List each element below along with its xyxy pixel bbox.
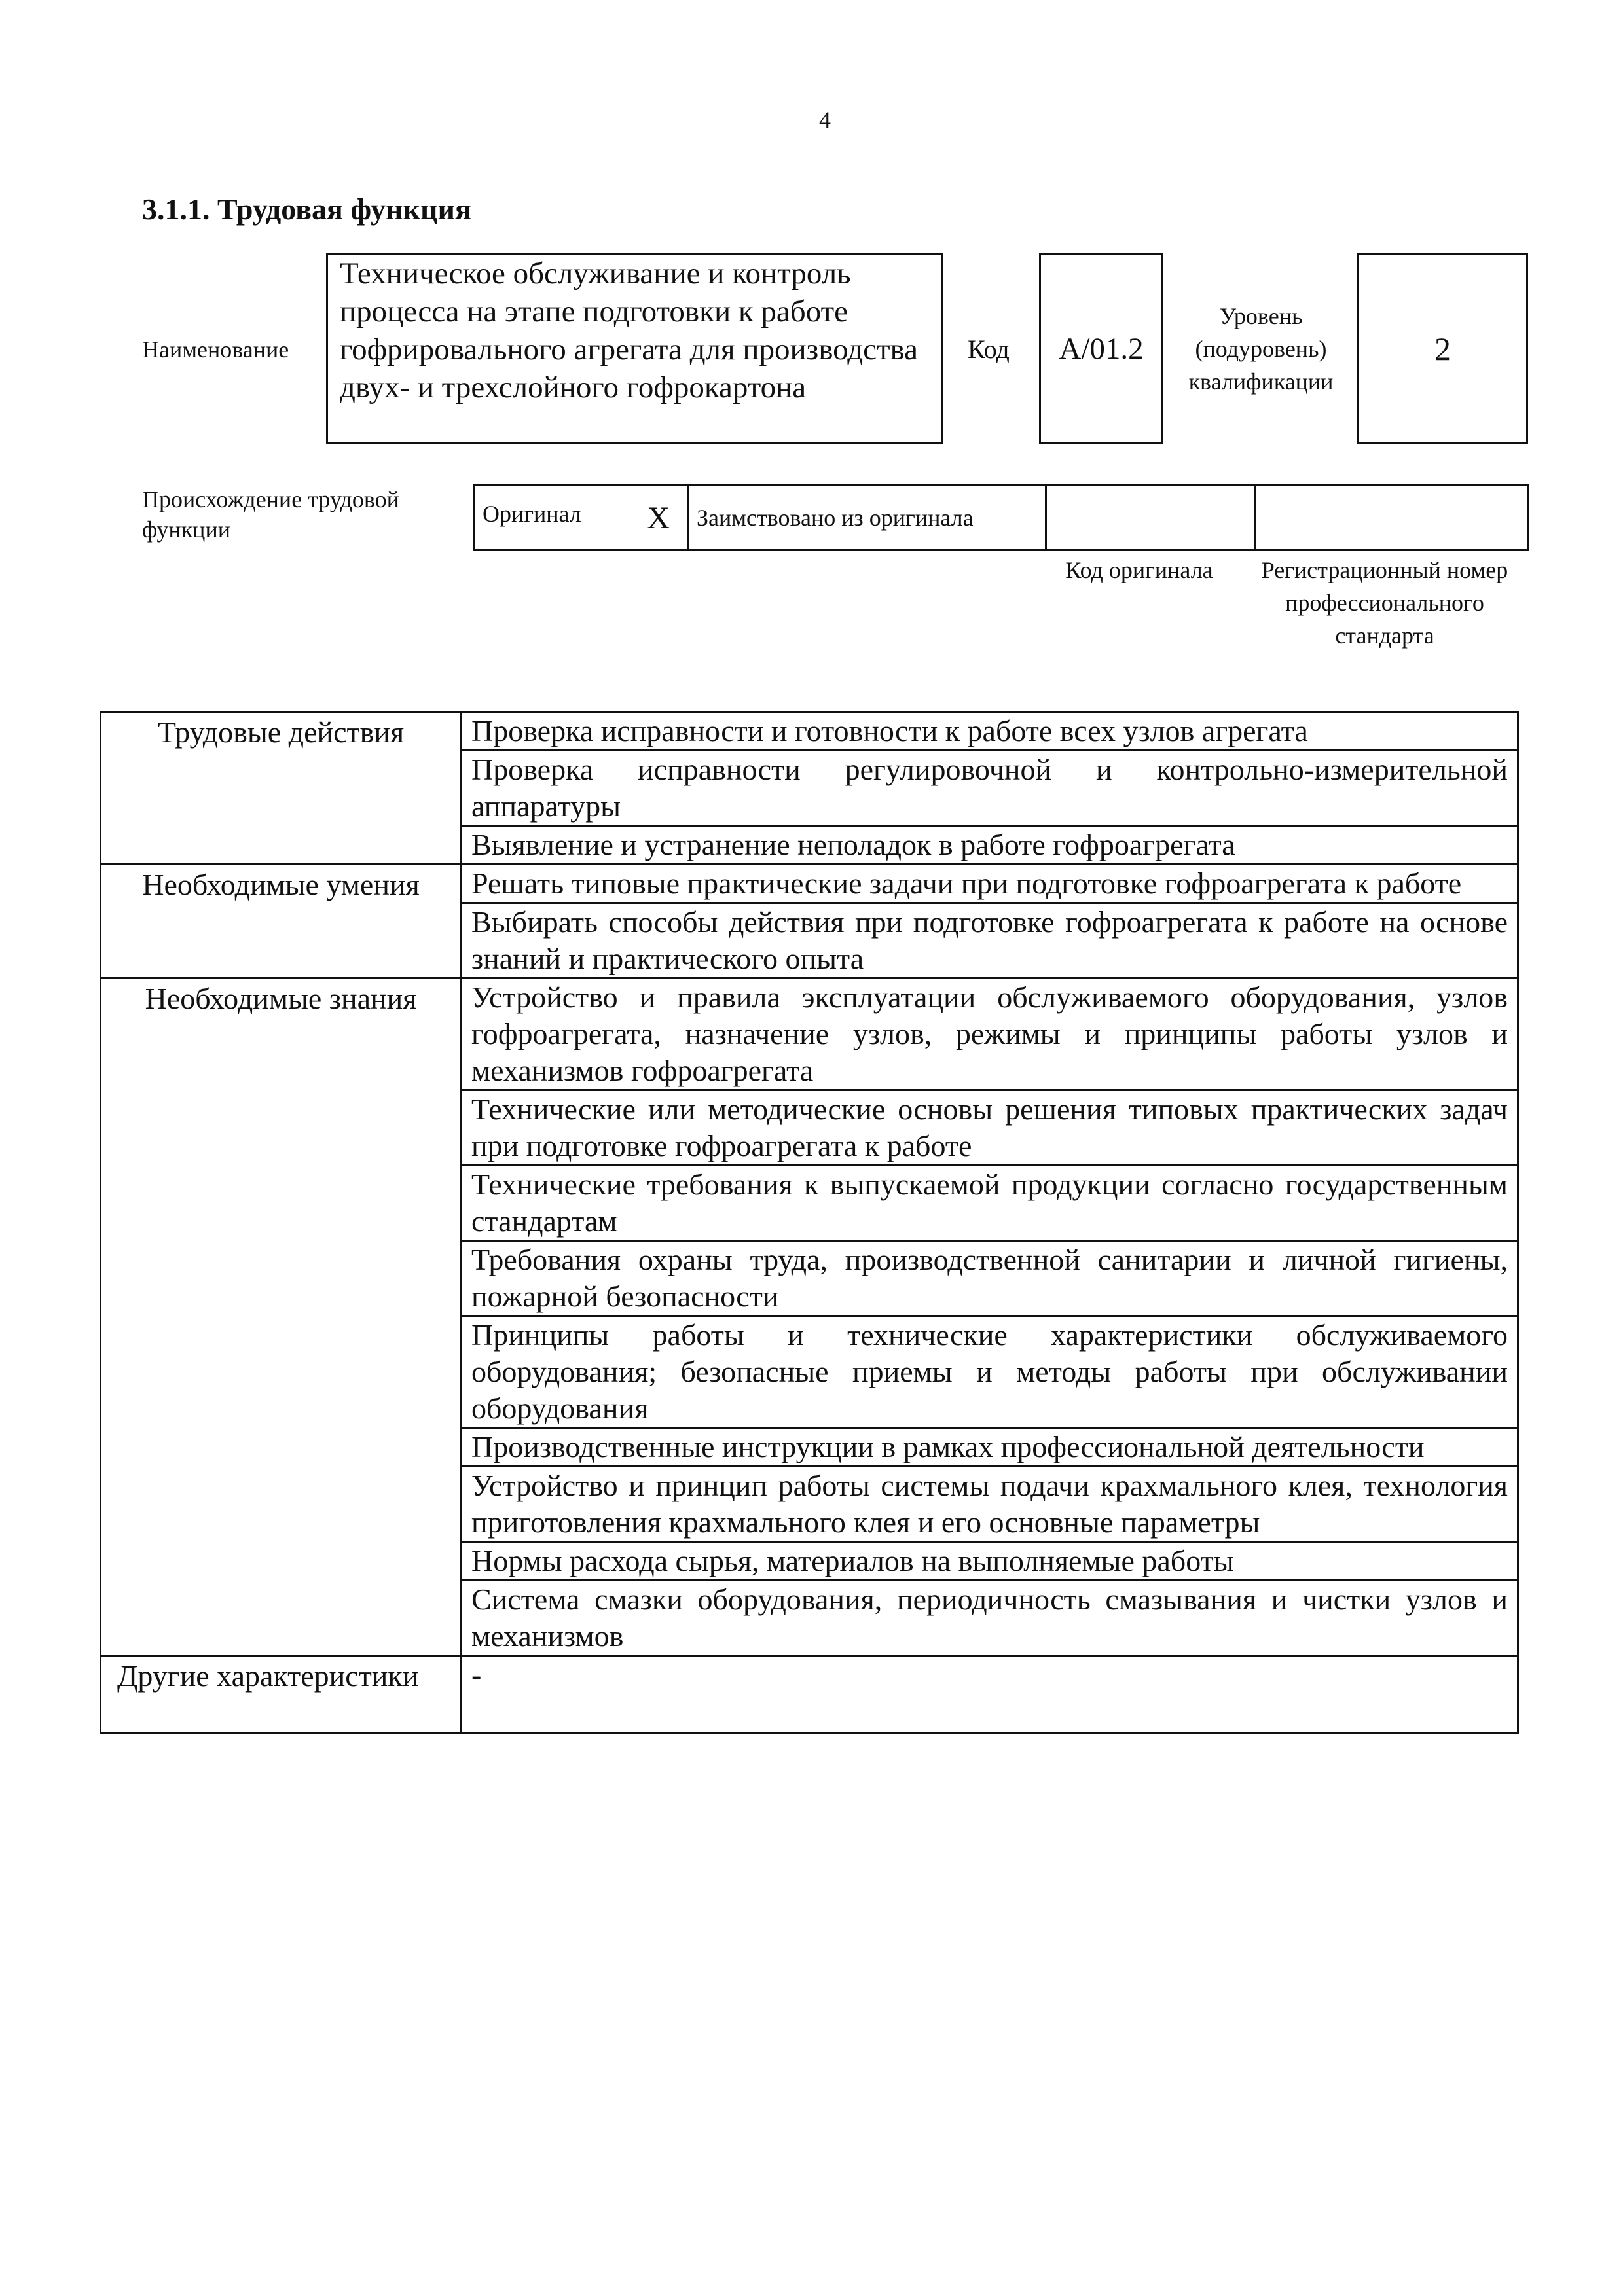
table-cell: Требования охраны труда, производственной санитарии и личной гигиены, пожарной безопасности <box>462 1241 1518 1316</box>
qualification-level-label: Уровень (подуровень) квалификации <box>1188 303 1334 395</box>
table-cell: Проверка исправности и готовности к работе всех узлов агрегата <box>462 712 1518 751</box>
origin-code-caption: Код оригинала <box>1065 557 1213 583</box>
section-heading: 3.1.1. Трудовая функция <box>142 192 471 226</box>
page-number: 4 <box>819 107 831 133</box>
category-cell: Необходимые знания <box>101 978 462 1656</box>
origin-label: Происхождение трудовой функции <box>142 486 399 543</box>
origin-table <box>473 484 1529 551</box>
origin-original-cell <box>474 486 688 550</box>
table-row <box>101 1656 1518 1734</box>
table-cell: Система смазки оборудования, периодичность смазывания и чистки узлов и механизмов <box>462 1581 1518 1656</box>
origin-original-mark: X <box>647 500 670 535</box>
table-cell: Проверка исправности регулировочной и контрольно-измерительной аппаратуры <box>462 751 1518 826</box>
table-cell: Нормы расхода сырья, материалов на выполняемые работы <box>462 1542 1518 1581</box>
table-cell: Решать типовые практические задачи при подготовке гофроагрегата к работе <box>462 865 1518 903</box>
category-cell: Трудовые действия <box>101 712 462 865</box>
function-name-box: Техническое обслуживание и контроль процесса на этапе подготовки к работе гофрировального агрегата для производства двух- и трехслойного гофрокартона <box>326 253 943 444</box>
labor-function-table <box>100 711 1519 1734</box>
table-cell: Устройство и правила эксплуатации обслуживаемого оборудования, узлов гофроагрегата, назначение узлов, режимы и принципы работы узлов и механизмов гофроагрегата <box>462 978 1518 1090</box>
table-cell: Технические или методические основы решения типовых практических задач при подготовке гофроагрегата к работе <box>462 1090 1518 1166</box>
table-cell: Производственные инструкции в рамках профессиональной деятельности <box>462 1428 1518 1467</box>
origin-reg-caption: Регистрационный номер профессионального стандарта <box>1261 557 1508 649</box>
origin-borrowed-label: Заимствовано из оригинала <box>688 486 1046 550</box>
code-label: Код <box>968 334 1010 364</box>
name-label: Наименование <box>142 336 289 363</box>
qualification-level-box: 2 <box>1357 253 1528 444</box>
table-cell: Выявление и устранение неполадок в работе гофроагрегата <box>462 826 1518 865</box>
category-cell: Необходимые умения <box>101 865 462 978</box>
table-row <box>101 978 1518 1090</box>
origin-original-label: Оригинал <box>483 500 581 527</box>
table-cell: Устройство и принцип работы системы подачи крахмального клея, технология приготовления крахмального клея и его основные параметры <box>462 1467 1518 1542</box>
category-cell: Другие характеристики <box>101 1656 462 1734</box>
origin-reg-number-cell <box>1255 486 1528 550</box>
origin-code-cell <box>1046 486 1255 550</box>
table-cell: - <box>462 1656 1518 1734</box>
table-cell: Принципы работы и технические характеристики обслуживаемого оборудования; безопасные приемы и методы работы при обслуживании оборудования <box>462 1316 1518 1428</box>
code-value-box: А/01.2 <box>1039 253 1163 444</box>
table-cell: Выбирать способы действия при подготовке гофроагрегата к работе на основе знаний и практического опыта <box>462 903 1518 978</box>
table-cell: Технические требования к выпускаемой продукции согласно государственным стандартам <box>462 1166 1518 1241</box>
table-row <box>101 712 1518 751</box>
table-row <box>101 865 1518 903</box>
